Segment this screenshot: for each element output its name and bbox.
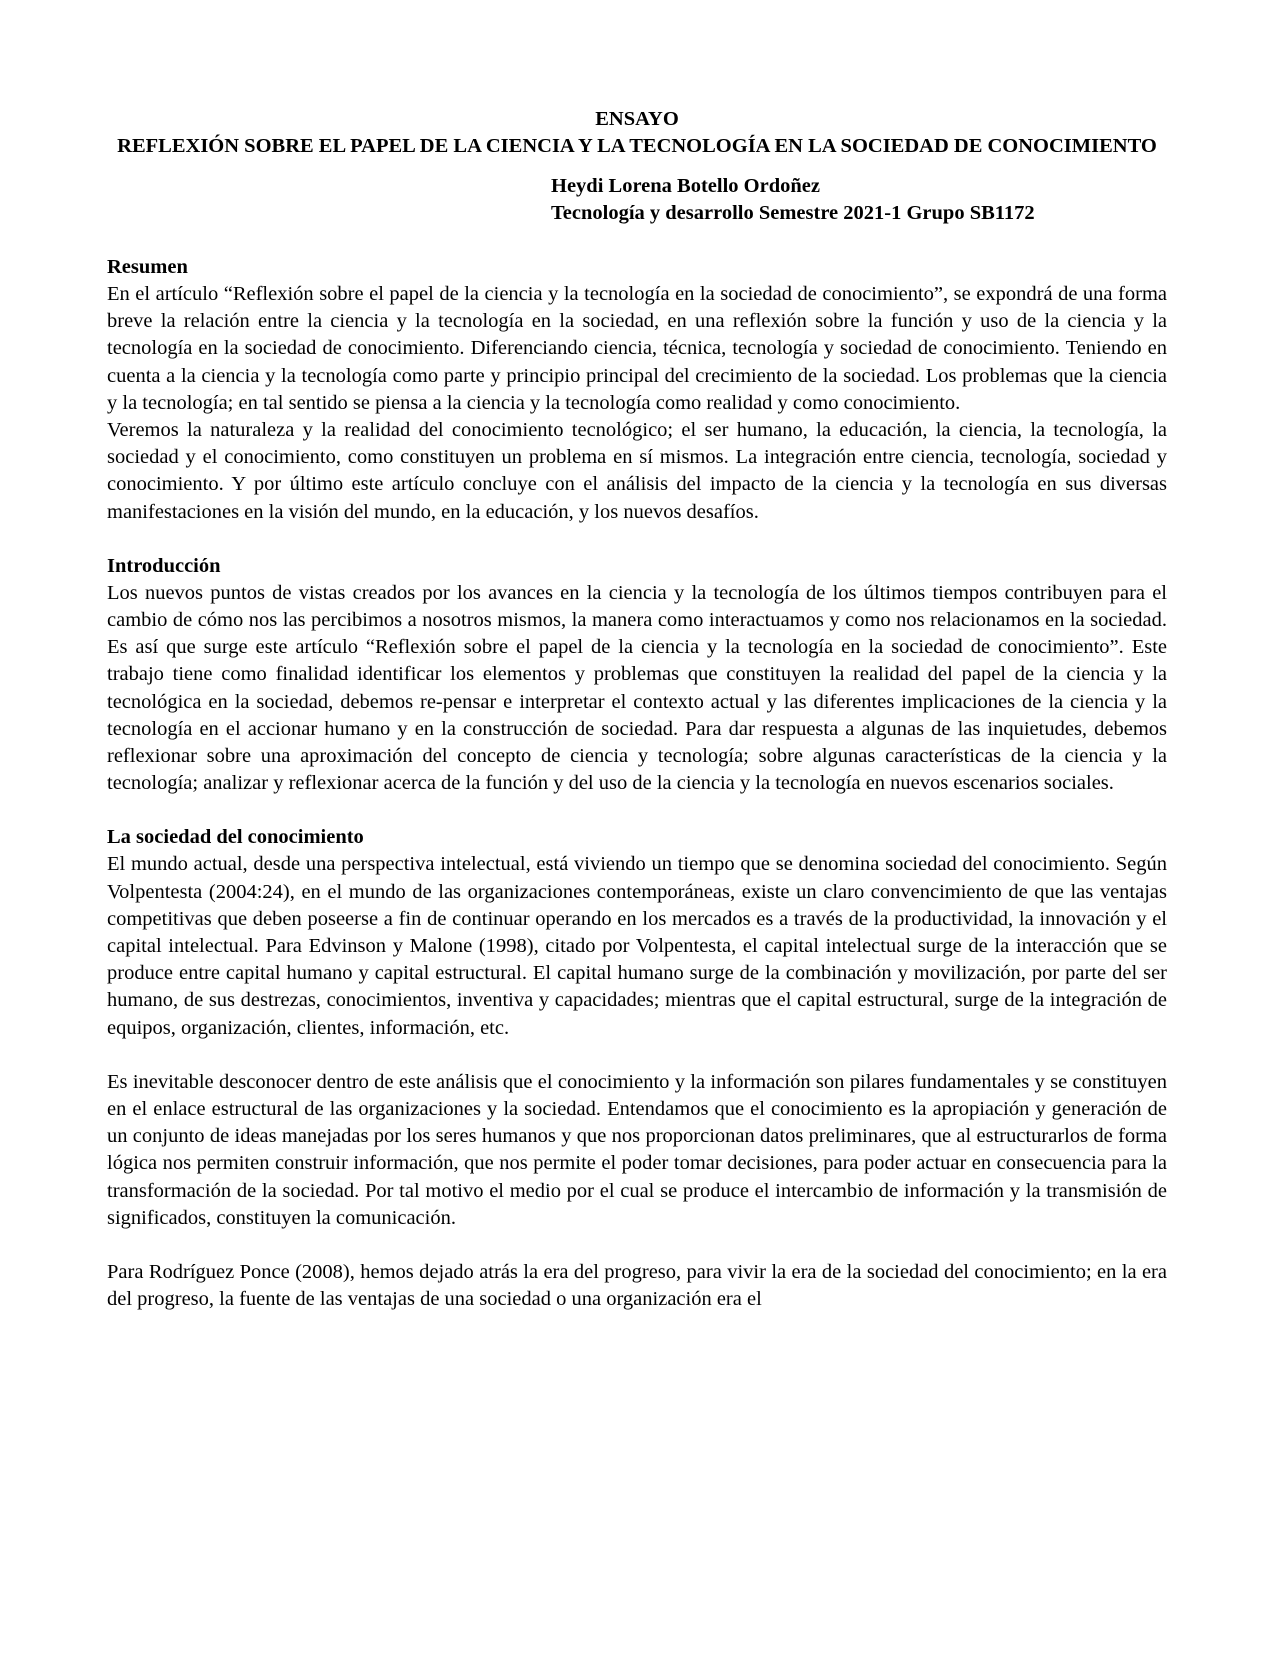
author-name: Heydi Lorena Botello Ordoñez (551, 175, 820, 197)
document-type-title: ENSAYO (595, 108, 679, 130)
paragraph: El mundo actual, desde una perspectiva intelectual, está viviendo un tiempo que se denomina sociedad del conocimiento. Según Volpentesta (2004:24), en el mundo de las organizaciones contemporáneas, existe un claro convencimiento de que las ventajas competitivas que deben poseerse a fin de continuar operando en los mercados es a través de la productividad, la innovación y el capital intelectual. Para Edvinson y Malone (1998), citado por Volpentesta, el capital intelectual surge de la interacción que se produce entre capital humano y capital estructural. El capital humano surge de la combinación y movilización, por parte del ser humano, de sus destrezas, conocimientos, inventiva y capacidades; mientras que el capital estructural, surge de la integración de equipos, organización, clientes, información, etc. (107, 853, 1167, 1039)
essay-title: REFLEXIÓN SOBRE EL PAPEL DE LA CIENCIA Y LA TECNOLOGÍA EN LA SOCIEDAD DE CONOCIMIENTO (117, 135, 1157, 157)
author-block (551, 173, 1167, 227)
section-heading-resumen: Resumen (107, 256, 188, 278)
title-block (107, 106, 1167, 160)
paragraph: Para Rodríguez Ponce (2008), hemos dejado atrás la era del progreso, para vivir la era de la sociedad del conocimiento; en la era del progreso, la fuente de las ventajas de una sociedad o una organización era el (107, 1261, 1167, 1311)
course-info: Tecnología y desarrollo Semestre 2021-1 Grupo SB1172 (551, 202, 1035, 224)
paragraph: En el artículo “Reflexión sobre el papel de la ciencia y la tecnología en la sociedad de conocimiento”, se expondrá de una forma breve la relación entre la ciencia y la tecnología en la sociedad, en una reflexión sobre la función y uso de la ciencia y la tecnología en la sociedad de conocimiento. Diferenciando ciencia, técnica, tecnología y sociedad de conocimiento. Teniendo en cuenta a la ciencia y la tecnología como parte y principio principal del crecimiento de la sociedad. Los problemas que la ciencia y la tecnología; en tal sentido se piensa a la ciencia y la tecnología como realidad y como conocimiento. (107, 283, 1167, 414)
document-page (107, 106, 1167, 1314)
paragraph: Es inevitable desconocer dentro de este análisis que el conocimiento y la información son pilares fundamentales y se constituyen en el enlace estructural de las organizaciones y la sociedad. Entendamos que el conocimiento es la apropiación y generación de un conjunto de ideas manejadas por los seres humanos y que nos proporcionan datos preliminares, que al estructurarlos de forma lógica nos permiten construir información, que nos permite el poder tomar decisiones, para poder actuar en consecuencia para la transformación de la sociedad. Por tal motivo el medio por el cual se produce el intercambio de información y la transmisión de significados, constituyen la comunicación. (107, 1070, 1167, 1229)
paragraph: Veremos la naturaleza y la realidad del conocimiento tecnológico; el ser humano, la educación, la ciencia, la tecnología, la sociedad y el conocimiento, como constituyen un problema en sí mismos. La integración entre ciencia, tecnología, sociedad y conocimiento. Y por último este artículo concluye con el análisis del impacto de la ciencia y la tecnología en sus diversas manifestaciones en la visión del mundo, en la educación, y los nuevos desafíos. (107, 419, 1167, 523)
section-heading-sociedad: La sociedad del conocimiento (107, 826, 364, 849)
paragraph: Los nuevos puntos de vistas creados por los avances en la ciencia y la tecnología de los últimos tiempos contribuyen para el cambio de cómo nos las percibimos a nosotros mismos, la manera como interactuamos y como nos relacionamos en la sociedad. Es así que surge este artículo “Reflexión sobre el papel de la ciencia y la tecnología en la sociedad de conocimiento”. Este trabajo tiene como finalidad identificar los elementos y problemas que constituyen la realidad del papel de la ciencia y la tecnológica en la sociedad, debemos re-pensar e interpretar el contexto actual y las diferentes implicaciones de la ciencia y la tecnología en el accionar humano y en la construcción de sociedad. Para dar respuesta a algunas de las inquietudes, debemos reflexionar sobre una aproximación del concepto de ciencia y tecnología; sobre algunas características de la ciencia y la tecnología; analizar y reflexionar acerca de la función y del uso de la ciencia y la tecnología en nuevos escenarios sociales. (107, 581, 1167, 795)
section-heading-introduccion: Introducción (107, 554, 221, 577)
